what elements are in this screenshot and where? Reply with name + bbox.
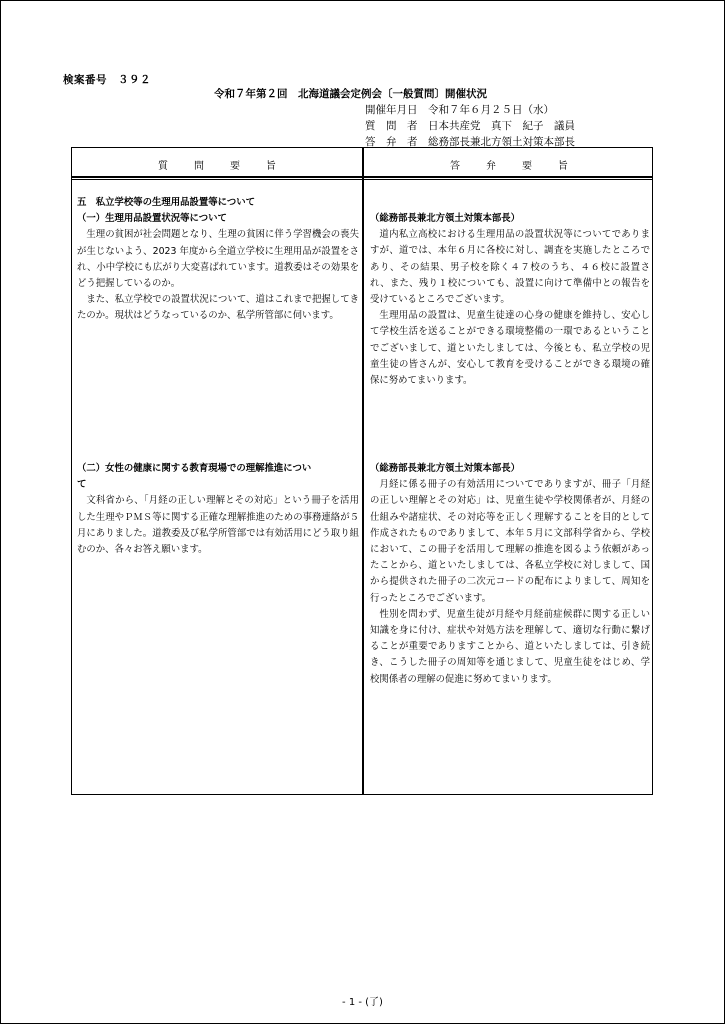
- qa-table: [71, 147, 653, 795]
- answer-paragraph: 性別を問わず、児童生徒が月経や月経前症候群に関する正しい知識を身に付け、症状や対処方法を理解して、適切な行動に繋げることが重要でありますことから、道といたしましては、引き続き、こうした冊子の周知等を通じまして、児童生徒をはじめ、学校関係者の理解の促進に努めてまいります。: [370, 608, 650, 685]
- section-sub-heading: （一）生理用品設置状況等について: [77, 213, 227, 225]
- question-block-2: [77, 461, 359, 558]
- question-paragraph: 生理の貧困が社会問題となり、生理の貧困に伴う学習機会の喪失が生じないよう、2023 年度から全道立学校に生理用品が設置をされ、小中学校にも広がり大変喜ばれています。道教委はその効果をどう把握しているのか。: [77, 229, 359, 290]
- column-divider: [362, 148, 364, 794]
- questioner-line: 質 問 者 日本共産党 真下 紀子 議員: [365, 120, 575, 132]
- answer-paragraph: 道内私立高校における生理用品の設置状況等についてでありますが、道では、本年６月に各校に対し、調査を実施したところであり、その結果、男子校を除く４７校のうち、４６校に設置され、また、残り１校についても、設置に向けて準備中との報告を受けているところでございます。: [370, 229, 650, 306]
- answer-paragraph: 月経に係る冊子の有効活用についてでありますが、冊子「月経の正しい理解とその対応」は、児童生徒や学校関係者が、月経の仕組みや諸症状、その対応等を正しく理解することを目的として作成されたものでありまして、本年５月に文部科学省から、学校において、この冊子を活用して理解の推進を図るよう依頼があったことから、道といたしましては、各私立学校に対しまして、国から提供された冊子の二次元コードの配布によりまして、周知を行ったところでございます。: [370, 479, 650, 604]
- question-paragraph: また、私立学校での設置状況について、道はこれまで把握してきたのか。現状はどうなっているのか、私学所管部に伺います。: [77, 294, 359, 322]
- answer-responder-heading: （総務部長兼北方領土対策本部長）: [370, 213, 521, 224]
- answer-paragraph: 生理用品の設置は、児童生徒達の心身の健康を維持し、安心して学校生活を送ることができる環境整備の一環であるということでございまして、道といたしましては、今後とも、私立学校の児童生徒の皆さんが、安心して教育を受けることができる環境の確保に努めてまいります。: [370, 310, 650, 387]
- search-number: 検案番号 ３９２: [63, 74, 151, 86]
- responder-line: 答 弁 者 総務部長兼北方領土対策本部長: [365, 136, 575, 148]
- header-rule: [72, 176, 652, 178]
- question-block-1: [77, 195, 359, 325]
- answer-block-2: [370, 461, 650, 688]
- header-rule-secondary: [72, 179, 652, 180]
- question-paragraph: 文科省から、「月経の正しい理解とその対応」という冊子を活用した生理やＰＭＳ等に関する正確な理解推進のための事務連絡が５月にありました。道教委及び私学所管部では有効活用にどう取り組むのか、各々お答え願います。: [77, 495, 359, 556]
- document-title: 令和７年第２回 北海道議会定例会〔一般質問〕開催状況: [214, 88, 487, 100]
- section-sub-heading: （二）女性の健康に関する教育現場での理解推進につい: [77, 463, 312, 474]
- section-main-heading: 五 私立学校等の生理用品設置等について: [77, 197, 255, 208]
- section-sub-heading-continued: て: [77, 479, 87, 491]
- question-column-header: 質問要旨: [158, 161, 302, 172]
- page-number: - 1 - (了): [342, 997, 383, 1008]
- answer-block-1: [370, 211, 650, 389]
- answer-column-header: 答弁要旨: [450, 161, 594, 172]
- meeting-date: 開催年月日 令和７年６月２５日（水）: [365, 104, 554, 116]
- answer-responder-heading: （総務部長兼北方領土対策本部長）: [370, 463, 521, 474]
